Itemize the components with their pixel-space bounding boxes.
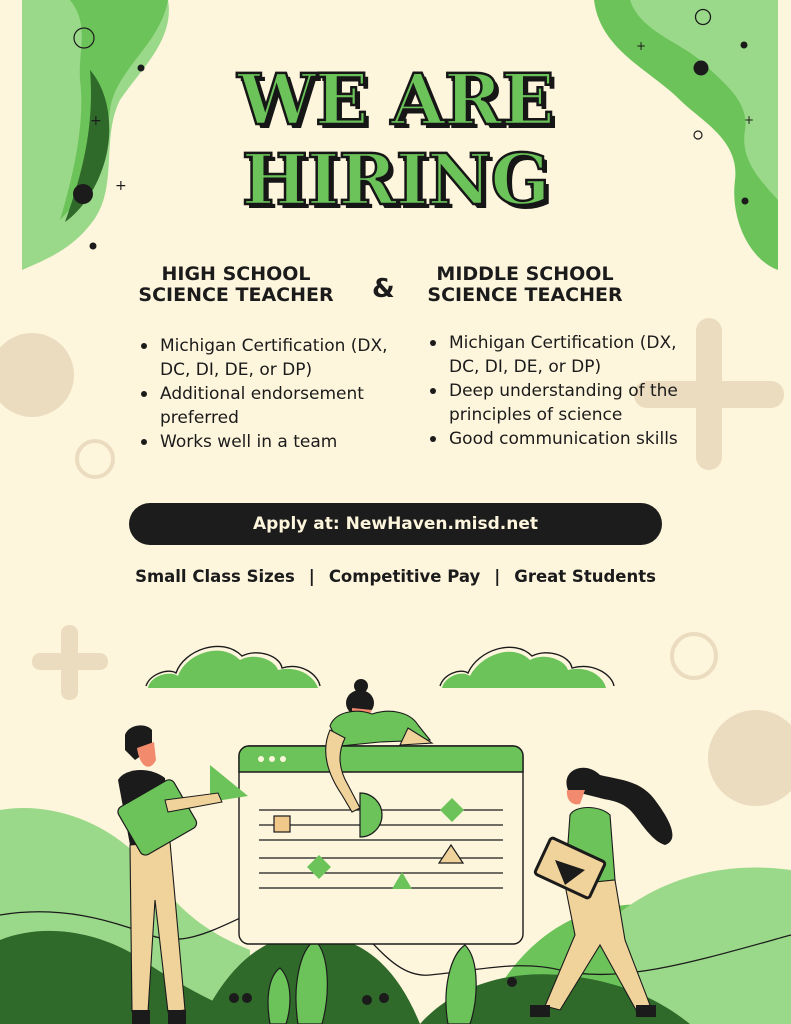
- plus-decor: +: [115, 178, 127, 194]
- requirements-list-high-school: [138, 334, 400, 454]
- requirement-item: Michigan Certification (DX, DC, DI, DE, or DP): [449, 331, 689, 379]
- perk-separator: |: [308, 567, 315, 586]
- beige-circle: [0, 333, 74, 417]
- beige-circle: [708, 710, 791, 806]
- requirements-list-middle-school: [427, 331, 689, 451]
- perk-item: Competitive Pay: [328, 567, 481, 586]
- job-title-line: SCIENCE TEACHER: [138, 284, 334, 306]
- plus-decor: +: [636, 39, 647, 53]
- cloud-left: [148, 651, 318, 688]
- job-title-line: HIGH SCHOOL: [161, 263, 311, 285]
- perk-item: Small Class Sizes: [135, 567, 295, 586]
- perks-row: [0, 567, 791, 586]
- dot-decor: [741, 42, 748, 49]
- requirement-item: Additional endorsement preferred: [160, 382, 400, 430]
- browser-window-illustration: [239, 746, 523, 944]
- perk-separator: |: [494, 567, 501, 586]
- dot-decor: [90, 243, 97, 250]
- headline-we-are: WE ARE: [237, 58, 554, 141]
- ampersand: &: [372, 274, 395, 304]
- requirement-item: Works well in a team: [160, 430, 400, 454]
- job-title-high-school: [125, 264, 347, 306]
- beige-ring: [77, 441, 113, 477]
- cloud-right: [442, 652, 606, 688]
- job-title-line: SCIENCE TEACHER: [427, 284, 623, 306]
- perk-item: Great Students: [514, 567, 656, 586]
- job-title-line: MIDDLE SCHOOL: [436, 263, 614, 285]
- requirement-item: Good communication skills: [449, 427, 689, 451]
- job-title-middle-school: [414, 264, 636, 306]
- apply-link-banner[interactable]: Apply at: NewHaven.misd.net: [129, 503, 662, 545]
- beige-ring: [672, 634, 716, 678]
- plus-decor: +: [90, 113, 102, 129]
- beige-plus-h: [32, 653, 108, 670]
- plus-decor: +: [744, 113, 755, 127]
- requirement-item: Deep understanding of the principles of science: [449, 379, 689, 427]
- headline-hiring: HIRING: [241, 138, 550, 221]
- requirement-item: Michigan Certification (DX, DC, DI, DE, or DP): [160, 334, 400, 382]
